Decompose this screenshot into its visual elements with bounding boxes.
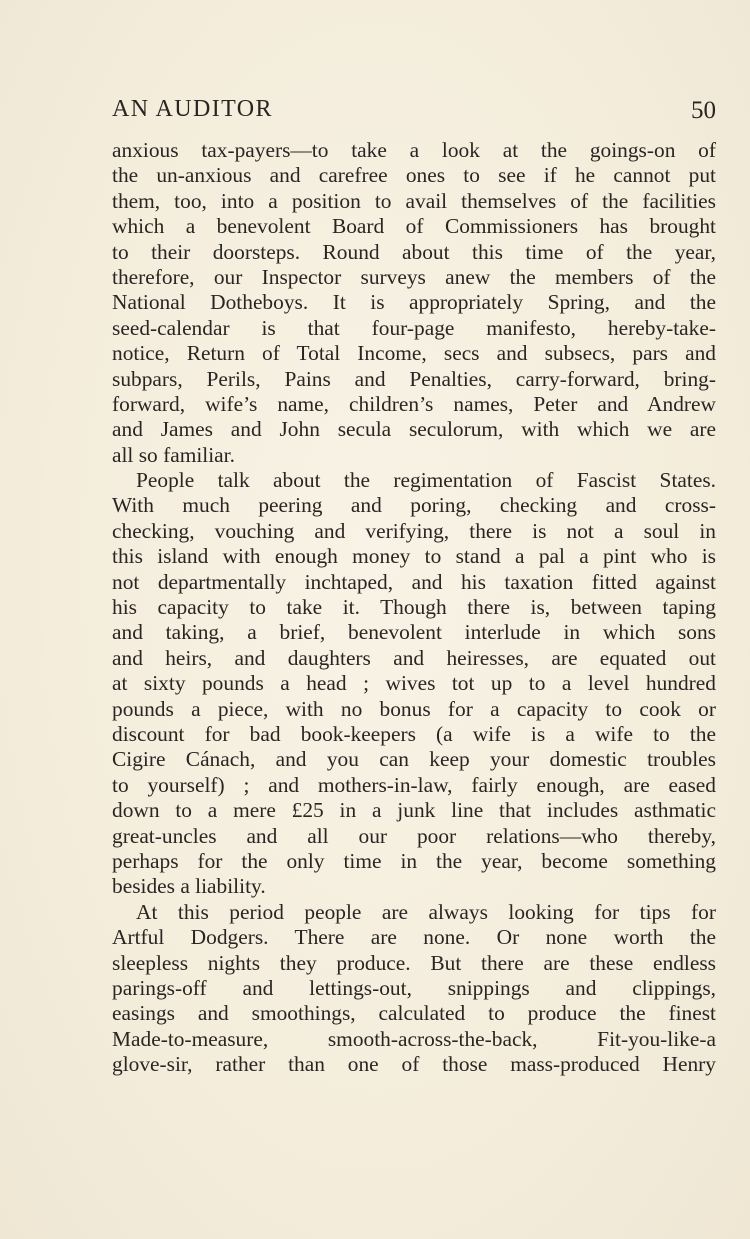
text-line: all so familiar. [112, 442, 235, 467]
text-line: checking, vouching and verifying, there is not a soul in [112, 518, 716, 543]
text-line: them, too, into a position to avail themselves of the facilities [112, 188, 716, 213]
text-line: Made-to-measure, smooth-across-the-back, Fit-you-like-a [112, 1026, 716, 1051]
text-line: down to a mere £25 in a junk line that includes asthmatic [112, 798, 716, 823]
text-line: Cigire Cánach, and you can keep your domestic troubles [112, 747, 716, 772]
text-line: which a benevolent Board of Commissioners has brought [112, 214, 716, 239]
body-text [112, 138, 716, 1077]
text-line: perhaps for the only time in the year, become something [112, 848, 716, 873]
text-line: With much peering and poring, checking and cross- [112, 493, 716, 518]
text-line: subpars, Perils, Pains and Penalties, carry-forward, bring- [112, 366, 716, 391]
text-line: and James and John secula seculorum, with which we are [112, 417, 716, 442]
text-line: People talk about the regimentation of Fascist States. [136, 468, 716, 493]
running-head-title: AN AUDITOR [112, 96, 273, 122]
text-line: at sixty pounds a head ; wives tot up to a level hundred [112, 671, 716, 696]
text-line: notice, Return of Total Income, secs and subsecs, pars and [112, 341, 716, 366]
text-line: to yourself) ; and mothers-in-law, fairly enough, are eased [112, 772, 716, 797]
text-line: forward, wife’s name, children’s names, Peter and Andrew [112, 391, 716, 416]
text-line: sleepless nights they produce. But there are these endless [112, 950, 716, 975]
text-line: and heirs, and daughters and heiresses, are equated out [112, 645, 716, 670]
text-line: the un-anxious and carefree ones to see if he cannot put [112, 163, 716, 188]
text-line: easings and smoothings, calculated to produce the finest [112, 1001, 716, 1026]
text-line: discount for bad book-keepers (a wife is a wife to the [112, 721, 716, 746]
text-line: pounds a piece, with no bonus for a capacity to cook or [112, 696, 716, 721]
text-line: not departmentally inchtaped, and his taxation fitted against [112, 569, 716, 594]
page-number: 50 [691, 97, 716, 124]
text-line: to their doorsteps. Round about this time of the year, [112, 239, 716, 264]
text-line: National Dotheboys. It is appropriately Spring, and the [112, 290, 716, 315]
text-line: seed-calendar is that four-page manifesto, hereby-take- [112, 315, 716, 340]
text-line: parings-off and lettings-out, snippings and clippings, [112, 975, 716, 1000]
running-head [112, 92, 716, 126]
text-line: therefore, our Inspector surveys anew the members of the [112, 264, 716, 289]
text-line: great-uncles and all our poor relations—who thereby, [112, 823, 716, 848]
text-line: glove-sir, rather than one of those mass-produced Henry [112, 1052, 716, 1077]
text-line: this island with enough money to stand a pal a pint who is [112, 544, 716, 569]
text-line: Artful Dodgers. There are none. Or none worth the [112, 925, 716, 950]
text-line: anxious tax-payers—to take a look at the goings-on of [112, 138, 716, 162]
text-line: At this period people are always looking for tips for [136, 899, 716, 924]
text-line: besides a liability. [112, 874, 266, 899]
text-line: and taking, a brief, benevolent interlude in which sons [112, 620, 716, 645]
text-line: his capacity to take it. Though there is, between taping [112, 595, 716, 620]
